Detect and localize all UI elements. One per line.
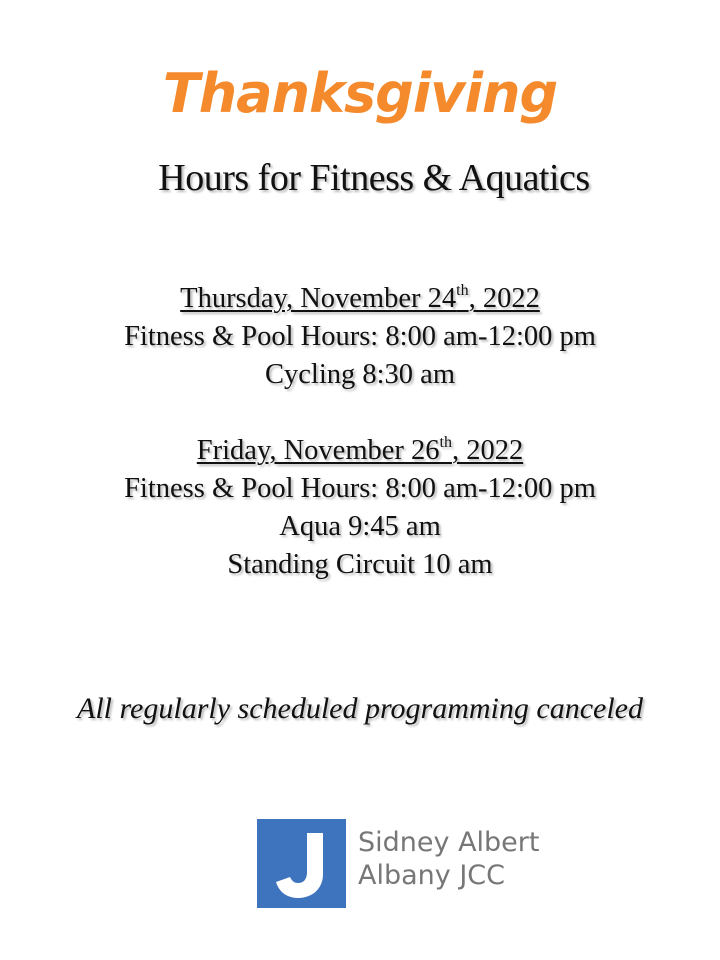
logo-wordmark — [358, 826, 539, 892]
day-thursday — [0, 280, 720, 394]
logo-line-2: Albany JCC — [358, 860, 505, 891]
day-heading: Friday, November 26th, 2022 — [196, 434, 524, 466]
title: Thanksgiving — [162, 62, 558, 125]
schedule-line: Cycling 8:30 am — [265, 359, 455, 390]
schedule-line: Aqua 9:45 am — [279, 511, 441, 542]
cancellation-note: All regularly scheduled programming canceled — [77, 692, 643, 725]
subtitle: Hours for Fitness & Aquatics — [158, 157, 590, 199]
logo-line-1: Sidney Albert — [358, 827, 540, 858]
schedule-line: Fitness & Pool Hours: 8:00 am-12:00 pm — [124, 321, 596, 352]
schedule-line: Fitness & Pool Hours: 8:00 am-12:00 pm — [124, 473, 596, 504]
day-heading: Thursday, November 24th, 2022 — [180, 282, 540, 314]
day-friday — [0, 432, 720, 584]
jcc-logo-icon — [257, 819, 346, 908]
schedule-line: Standing Circuit 10 am — [227, 549, 493, 580]
